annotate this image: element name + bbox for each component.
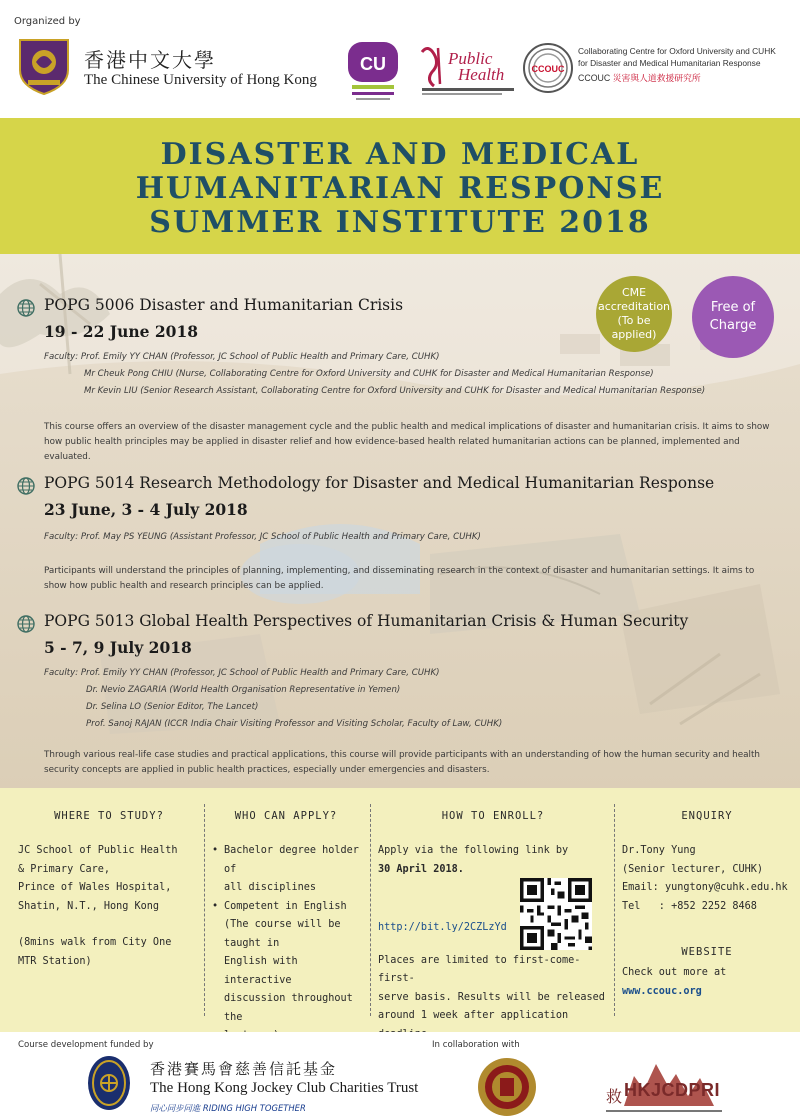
contact-name: Dr.Tony Yung [622, 845, 696, 856]
how-instruction: Apply via the following link by [378, 845, 569, 856]
cme-accreditation-badge [596, 276, 672, 352]
ccouc-logo-icon [522, 42, 574, 94]
svg-text:Public: Public [448, 49, 493, 68]
contact-tel: Tel : +852 2252 8468 [622, 900, 757, 912]
cme-badge-line1: CME [621, 286, 647, 299]
header [0, 0, 800, 112]
course-3-dates: 5 - 7, 9 July 2018 [44, 638, 192, 657]
course-3-faculty-3: Dr. Selina LO (Senior Editor, The Lancet) [86, 702, 259, 712]
svg-text:救: 救 [606, 1087, 623, 1106]
svg-text:Health: Health [458, 65, 505, 84]
enroll-deadline: 30 April 2018. [378, 863, 464, 875]
email-label: Email: [622, 882, 665, 893]
eligibility-item [210, 898, 362, 1046]
course-3-title: POPG 5013 Global Health Perspectives of Humanitarian Crisis & Human Security [44, 612, 689, 630]
website-heading: WEBSITE [681, 946, 733, 958]
enroll-link[interactable]: http://bit.ly/2CZLzYd [378, 922, 507, 933]
contact-email-row [622, 879, 792, 898]
who-can-apply-column [210, 796, 362, 1024]
enquiry-column [622, 796, 792, 1024]
note-line: serve basis. Results will be released [378, 991, 605, 1003]
free-badge-line2: Charge [709, 318, 757, 333]
course-3-faculty-4: Prof. Sanoj RAJAN (ICCR India Chair Visiting Professor and Visiting Scholar, Faculty of Law, CUHK) [86, 719, 503, 729]
globe-icon [16, 476, 36, 496]
eligibility-item [210, 842, 362, 898]
website-text: Check out more at [622, 967, 727, 978]
eligibility-line: • Competent in English [224, 900, 347, 912]
ccouc-acronym: CCOUC [578, 73, 611, 83]
ccouc-name-line3 [578, 71, 701, 84]
course-3-faculty-2: Dr. Nevio ZAGARIA (World Health Organisation Representative in Yemen) [86, 685, 401, 695]
eligibility-line: (The course will be taught in [224, 919, 341, 949]
where-note [18, 934, 200, 971]
note-line: (8mins walk from City One [18, 937, 172, 948]
course-2-dates: 23 June, 3 - 4 July 2018 [44, 500, 248, 519]
collaboration-label: In collaboration with [432, 1040, 520, 1050]
note-line: around 1 week after application [378, 1010, 569, 1021]
organized-by-label: Organized by [14, 16, 81, 27]
title-banner [0, 118, 800, 254]
who-heading: WHO CAN APPLY? [234, 810, 338, 822]
faculty-of-medicine-logo-icon [342, 40, 404, 102]
where-to-study-column [18, 796, 200, 1024]
svg-text:CCOUC: CCOUC [531, 64, 565, 74]
title-line-1: DISASTER AND MEDICAL [160, 137, 640, 172]
note-line: MTR Station) [18, 955, 92, 967]
hkjc-chinese-name: 香港賽馬會慈善信託基金 [150, 1060, 338, 1078]
note-line: Places are limited to first-come-first- [378, 954, 581, 984]
where-address [18, 842, 200, 916]
courses-section [0, 254, 800, 788]
free-badge-line1: Free of [710, 300, 756, 315]
free-of-charge-badge [692, 276, 774, 358]
qr-code-icon[interactable] [520, 878, 592, 950]
academy-crest-icon [476, 1056, 538, 1118]
address-line: JC School of Public Health [18, 845, 178, 856]
globe-icon [16, 298, 36, 318]
svg-text:CU: CU [360, 54, 386, 74]
hkjc-english-name: The Hong Kong Jockey Club Charities Trust [150, 1080, 419, 1096]
cme-badge-line2: accreditation [597, 300, 671, 313]
course-2-faculty-1: Faculty: Prof. May PS YEUNG (Assistant Professor, JC School of Public Health and Primary Care, CUHK) [44, 532, 481, 542]
enquiry-heading: ENQUIRY [681, 810, 733, 822]
hkjc-slogan: 同心同步同進 RIDING HIGH TOGETHER [150, 1103, 306, 1113]
hkjc-crest-icon [86, 1054, 132, 1112]
column-divider [204, 804, 205, 1016]
column-divider [614, 804, 615, 1016]
cuhk-english-name: The Chinese University of Hong Kong [84, 72, 317, 88]
course-1-dates: 19 - 22 June 2018 [44, 322, 199, 341]
eligibility-list [210, 842, 362, 1046]
footer [0, 1032, 800, 1120]
course-1-description: This course offers an overview of the disaster management cycle and the public health and medical implications of disaster and humanitarian crisis. It aims to show how public health principles may be applied in disaster relief and how evidence-based health related humanitarian actions can be planned, implemented and evaluated. [44, 422, 770, 462]
public-health-logo-icon [418, 42, 518, 98]
contact-email[interactable]: yungtony@cuhk.edu.hk [664, 882, 788, 893]
ccouc-name-line2: for Disaster and Medical Humanitarian Response [578, 58, 761, 68]
course-1-faculty-3: Mr Kevin LIU (Senior Research Assistant, Collaborating Centre for Oxford University and CUHK for Disaster and Medical Humanitarian Response) [84, 386, 706, 396]
course-1-faculty-1: Faculty: Prof. Emily YY CHAN (Professor, JC School of Public Health and Primary Care, CUHK) [44, 352, 440, 362]
address-line: & Primary Care, [18, 863, 111, 875]
cuhk-crest-icon [14, 36, 74, 96]
contact-role: (Senior lecturer, CUHK) [622, 863, 764, 875]
address-line: Prince of Wales Hospital, [18, 882, 172, 893]
course-1-title: POPG 5006 Disaster and Humanitarian Crisis [44, 296, 404, 314]
title-line-2: HUMANITARIAN RESPONSE [135, 171, 665, 206]
globe-icon [16, 614, 36, 634]
ccouc-name-line1: Collaborating Centre for Oxford University and CUHK [578, 46, 776, 56]
column-divider [370, 804, 371, 1016]
eligibility-line: all disciplines [224, 882, 317, 893]
eligibility-line: discussion throughout the [224, 993, 353, 1023]
how-heading: HOW TO ENROLL? [441, 810, 545, 822]
cuhk-chinese-name: 香港中文大學 [84, 48, 216, 72]
eligibility-line: English with interactive [224, 956, 298, 986]
eligibility-line: • Bachelor degree holder of [224, 845, 359, 875]
course-1-faculty-2: Mr Cheuk Pong CHIU (Nurse, Collaborating Centre for Oxford University and CUHK for Disaster and Medical Humanitarian Response) [84, 369, 654, 379]
course-2-title: POPG 5014 Research Methodology for Disaster and Medical Humanitarian Response [44, 474, 715, 492]
title-line-3: SUMMER INSTITUTE 2018 [149, 205, 651, 240]
where-heading: WHERE TO STUDY? [54, 810, 164, 822]
course-3-faculty-1: Faculty: Prof. Emily YY CHAN (Professor, JC School of Public Health and Primary Care, CUHK) [44, 668, 440, 678]
info-panel [0, 788, 800, 1032]
cme-badge-line3: (To be applied) [611, 314, 657, 341]
course-2-description: Participants will understand the principles of planning, implementing, and disseminating research in the context of disaster and humanitarian settings. It aims to show how public health and research principles can be applied. [44, 566, 755, 591]
funded-by-label: Course development funded by [18, 1040, 154, 1050]
ccouc-chinese-name: 災害與人道救援研究所 [612, 73, 701, 83]
course-3-description: Through various real-life case studies and practical applications, this course will provide participants with an understanding of how the human security and health security concepts are applied in public health practices, especially under emergencies and disasters. [44, 750, 760, 775]
website-link[interactable]: www.ccouc.org [622, 985, 702, 997]
address-line: Shatin, N.T., Hong Kong [18, 900, 160, 912]
enroll-note [378, 952, 608, 1045]
hkjcdpri-name: HKJCDPRI [624, 1080, 721, 1100]
